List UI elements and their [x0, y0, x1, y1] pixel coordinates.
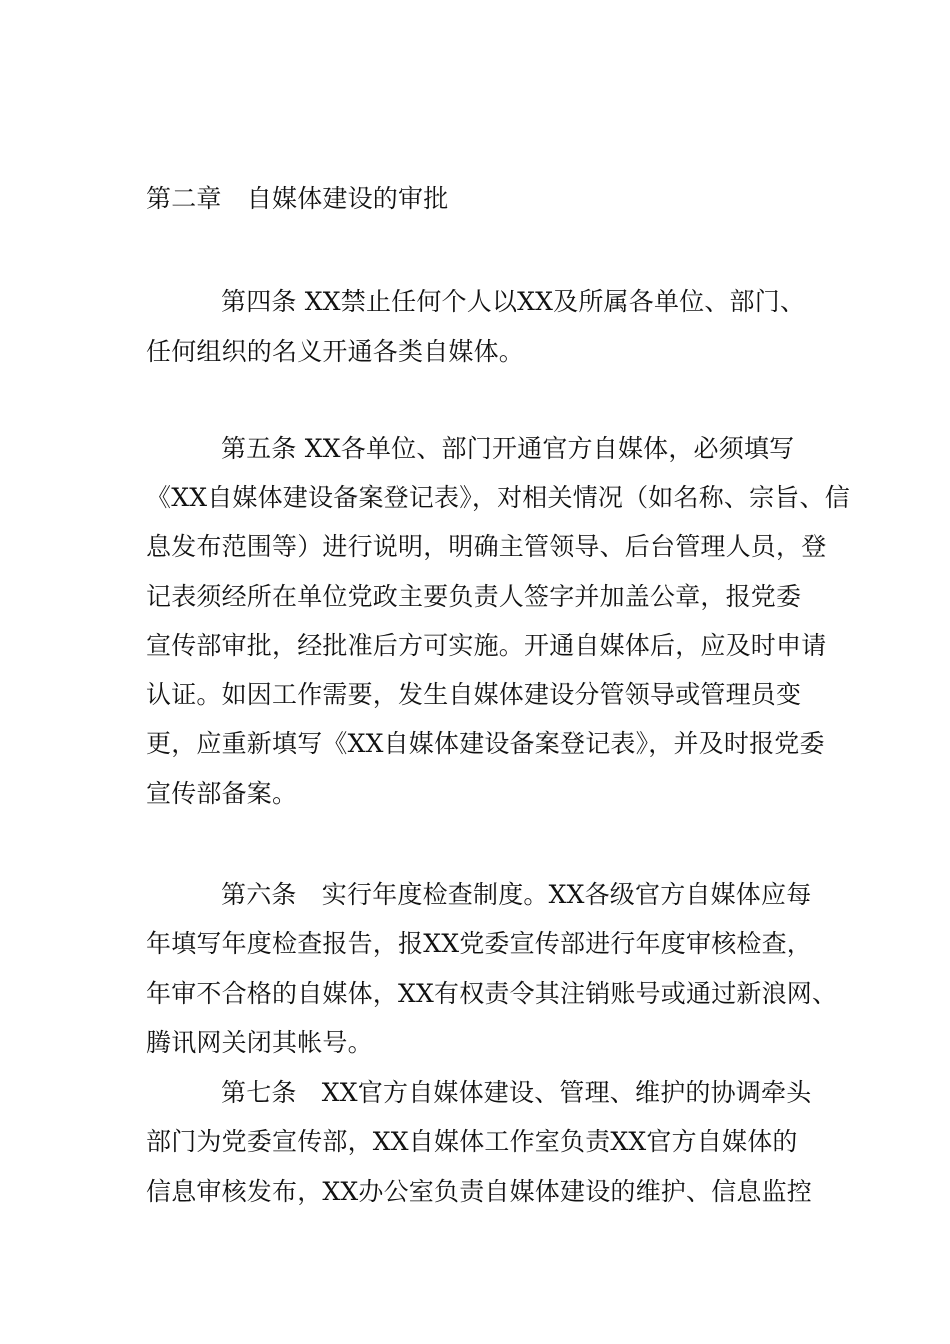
article-4-line-2: 任何组织的名义开通各类自媒体。 [146, 337, 525, 366]
article-7-line-3: 信息审核发布，XX办公室负责自媒体建设的维护、信息监控 [146, 1177, 812, 1206]
article-5-line-8: 宣传部备案。 [146, 779, 298, 808]
article-5-line-6: 认证。如因工作需要，发生自媒体建设分管领导或管理员变 [146, 680, 802, 709]
article-6-line-1: 第六条 实行年度检查制度。XX各级官方自媒体应每 [221, 880, 812, 909]
article-5-line-4: 记表须经所在单位党政主要负责人签字并加盖公章，报党委 [146, 582, 802, 611]
article-5-line-1: 第五条 XX各单位、部门开通官方自媒体，必须填写 [221, 434, 795, 463]
article-7-line-1: 第七条 XX官方自媒体建设、管理、维护的协调牵头 [221, 1078, 812, 1107]
chapter-title: 第二章 自媒体建设的审批 [146, 184, 449, 213]
article-6-line-4: 腾讯网关闭其帐号。 [146, 1028, 373, 1057]
article-5-line-2: 《XX自媒体建设备案登记表》，对相关情况（如名称、宗旨、信 [146, 483, 850, 512]
article-5-line-5: 宣传部审批，经批准后方可实施。开通自媒体后，应及时申请 [146, 631, 827, 660]
article-5-line-7: 更，应重新填写《XX自媒体建设备案登记表》，并及时报党委 [146, 729, 825, 758]
article-6-line-2: 年填写年度检查报告，报XX党委宣传部进行年度审核检查， [146, 929, 812, 958]
article-4-line-1: 第四条 XX禁止任何个人以XX及所属各单位、部门、 [221, 287, 806, 316]
article-5-line-3: 息发布范围等）进行说明，明确主管领导、后台管理人员，登 [146, 532, 827, 561]
article-7-line-2: 部门为党委宣传部，XX自媒体工作室负责XX官方自媒体的 [146, 1127, 798, 1156]
article-6-line-3: 年审不合格的自媒体，XX有权责令其注销账号或通过新浪网、 [146, 979, 838, 1008]
